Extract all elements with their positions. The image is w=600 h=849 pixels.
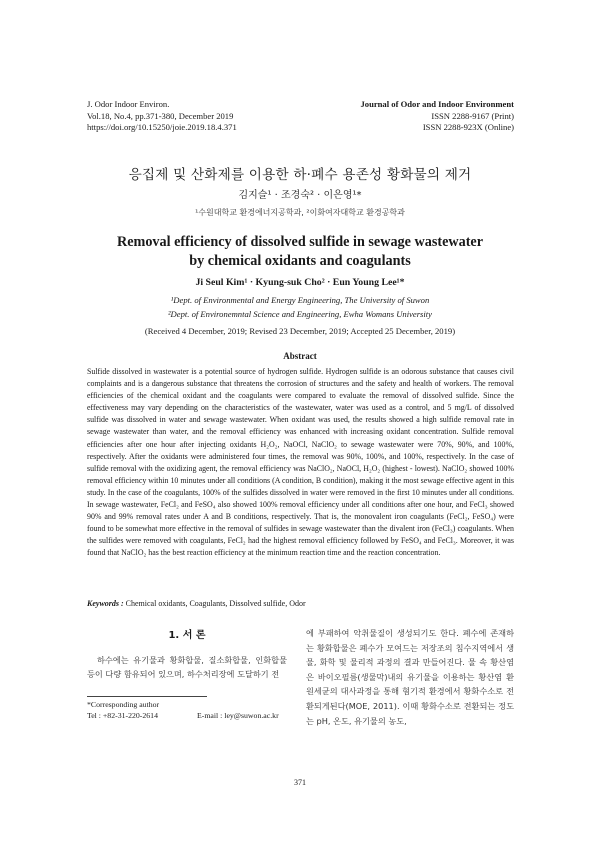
affiliation-2: ²Dept. of Environemntal Science and Engineering, Ewha Womans University	[167, 308, 432, 319]
korean-affiliations: ¹수원대학교 환경에너지공학과, ²이화여자대학교 환경공학과	[195, 208, 405, 217]
english-title-line2: by chemical oxidants and coagulants	[189, 253, 411, 269]
journal-name: Journal of Odor and Indoor Environment	[360, 99, 514, 109]
volume-info: Vol.18, No.4, pp.371-380, December 2019	[87, 110, 234, 121]
corresponding-author-label: *Corresponding author	[87, 700, 160, 709]
english-title-line1: Removal efficiency of dissolved sulfide in sewage wastewater	[116, 234, 484, 250]
corresponding-tel: Tel : +82-31-220-2614	[87, 711, 158, 720]
abstract-text: Sulfide dissolved in wastewater is a potential source of hydrogen sulfide. Hydrogen sulfide is an odorous substance that causes civil complaints and is a dangerous substance that threatens the corrosion of structures and the safety and health of workers. The removal efficiencies of the chemical oxidant and the coagulants were compared to evaluate the removal of dissolved sulfide. Since the effectiveness may vary depending on the characteristics of the wastewater, water was used as a control, and 5 mg/L of dissolved sulfide was dissolved in water and sewage wastewater. When oxidant was used, the results showed a high sulfide removal rate in sewage wastewater than water, and the removal efficiency was enhanced with increasing oxidant concentration. Sulfide removal efficiencies after one hour after injecting oxidants H₂O₂, NaOCl, NaClO₂ to sewage wastewater were 70%, 90%, and 100%, respectively. After the oxidants were administered four times, the removal was 90%, 100%, and 100%, respectively. In the case of sulfide removal with the oxidizing agent, the removal efficiency was NaClO₂, NaOCl, H₂O₂ (highest - lowest). NaClO₂ showed 100% removal efficiency within 10 minutes under all conditions (A condition, B condition), making it the most sewage effective agent in this study. In the case of the coagulants, 100% of the sulfides dissolved in water were removed in the first 10 minutes under all conditions. In sewage wastewater, FeCl₂ and FeSO₄ also showed 100% removal efficiency under all conditions after one hour, and FeCl₃ showed 90% and 99% removal rates under A and B conditions, respectively. That is, the monovalent iron coagulants (FeCl₂, FeSO₄) were found to be somewhat more effective in the removal of sulfides in sewage wastewater than the divalent iron (FeCl₃) coagulants. When the sulfides were removed with coagulants, FeCl₂ had the highest removal efficiency followed by FeSO₄ and FeCl₃. Moreover, it was found that NaClO₂ has the best reaction efficiency at the minimum reaction time and the reaction concentration.	[87, 367, 514, 558]
page-number: 371	[294, 778, 306, 787]
corresponding-email[interactable]: E-mail : ley@suwon.ac.kr	[197, 711, 279, 720]
issn-print: ISSN 2288-9167 (Print)	[431, 110, 514, 121]
keywords-label: Keywords :	[87, 599, 124, 608]
english-authors: Ji Seul Kim¹ · Kyung-suk Cho² · Eun Young Lee¹*	[195, 277, 405, 288]
affiliation-1: ¹Dept. of Environmental and Energy Engineering, The University of Suwon	[170, 295, 430, 305]
korean-title: 응집제 및 산화제를 이용한 하·폐수 용존성 황화물의 제거	[128, 167, 472, 183]
keywords-text: Chemical oxidants, Coagulants, Dissolved sulfide, Odor	[125, 599, 306, 608]
received-dates: (Received 4 December, 2019; Revised 23 December, 2019; Accepted 25 December, 2019)	[144, 326, 456, 336]
footnote	[87, 699, 297, 721]
english-affiliations	[0, 294, 600, 321]
footnote-rule	[87, 696, 207, 697]
abstract-heading: Abstract	[283, 351, 317, 361]
section-title-introduction: 1. 서 론	[168, 630, 206, 641]
korean-authors: 김지슬¹ · 조경숙² · 이은영¹*	[238, 190, 362, 201]
body-left-paragraph: 하수에는 유기물과 황화합물, 질소화합물, 인화합물 등이 다량 함유되어 있으며, 하수처리장에 도달하기 전	[87, 655, 287, 679]
english-title	[0, 233, 600, 271]
body-right-paragraph: 에 부패하여 악취물질이 생성되기도 한다. 폐수에 존재하는 황화합물은 폐수가 모여드는 저장조의 침수지역에서 생물, 화학 및 물리적 과정의 결과 만들어진다. 물 속 황산염은 바이오필름(생물막)내의 유기물을 이용하는 황산염 환원세균의 대사과정을 통해 혐기적 환경에서 황화수소로 전환되게된다(MOE, 2011). 이때 황화수소로 전환되는 정도는 pH, 온도, 유기물의 농도,	[306, 628, 514, 726]
keywords	[87, 599, 514, 608]
journal-abbrev: J. Odor Indoor Environ.	[87, 99, 170, 109]
issn-online: ISSN 2288-923X (Online)	[422, 122, 514, 132]
journal-header-right	[300, 99, 514, 134]
doi-link[interactable]: https://doi.org/10.15250/joie.2019.18.4.371	[87, 122, 237, 132]
